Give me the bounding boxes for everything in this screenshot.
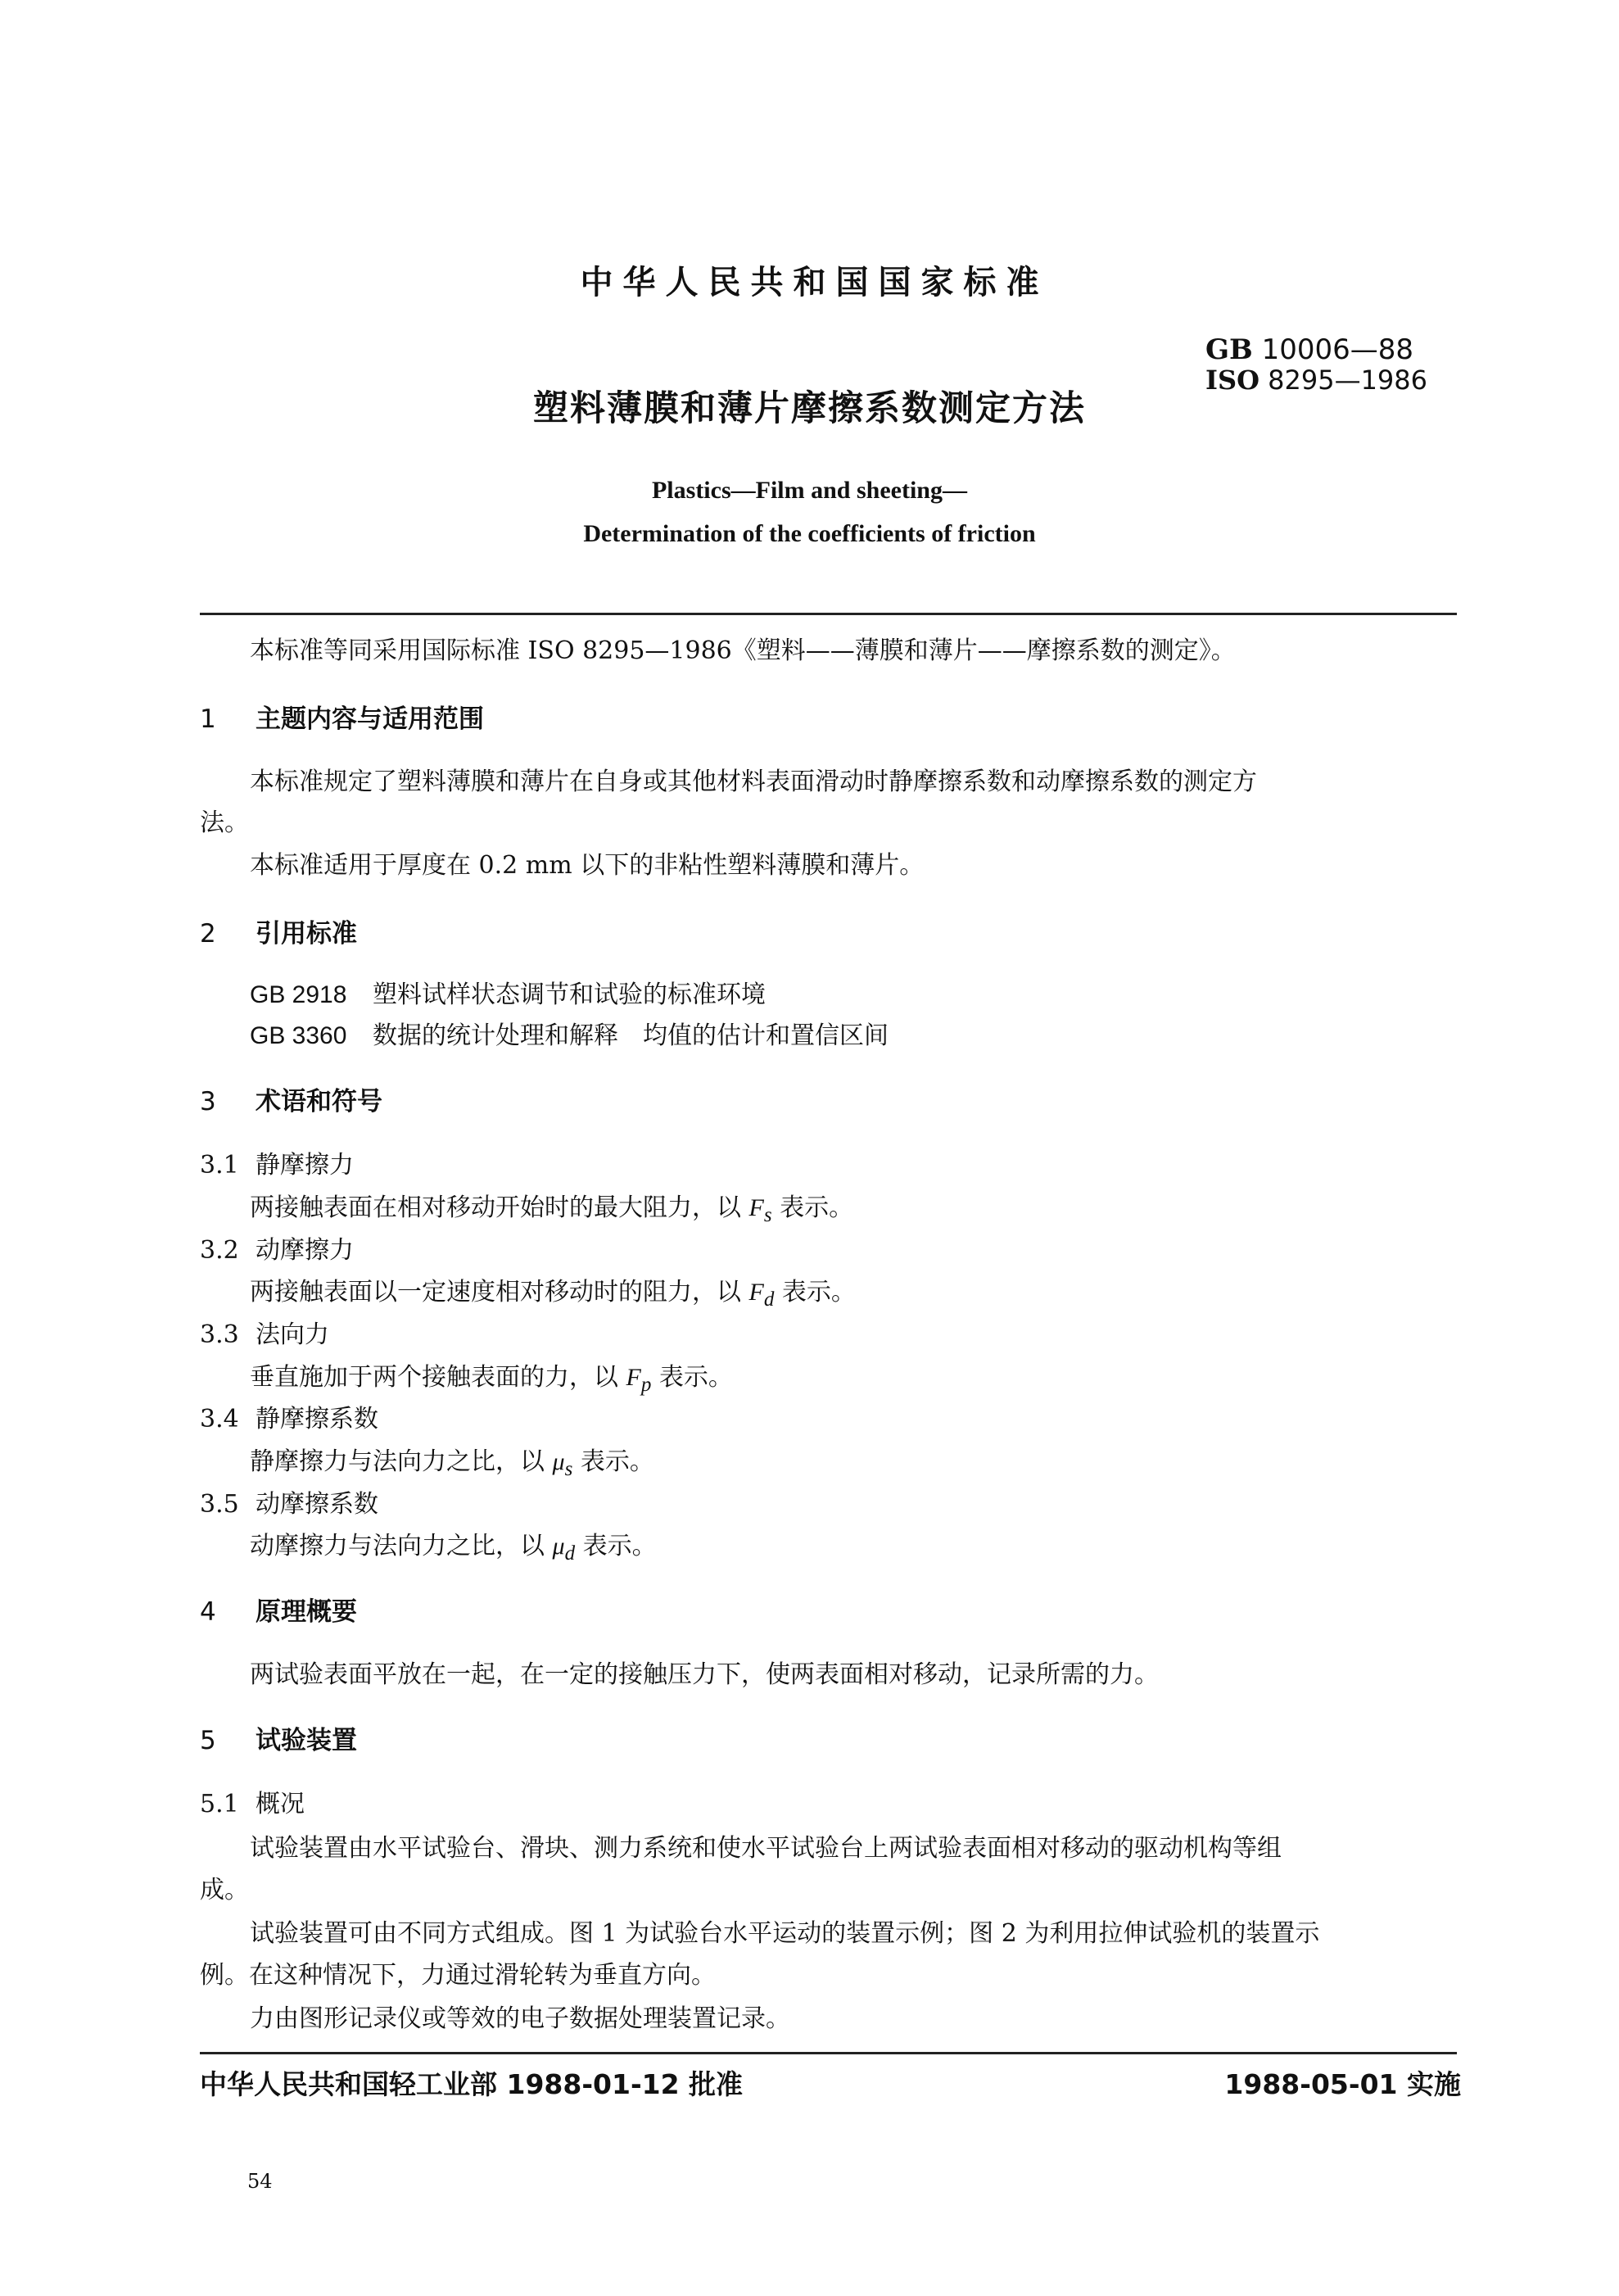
symbol: F <box>748 1194 764 1221</box>
term-definition <box>250 1365 733 1395</box>
term-definition <box>250 1447 654 1480</box>
symbol: F <box>748 1279 764 1306</box>
definition-text: 两接触表面在相对移动开始时的最大阻力，以 <box>250 1193 749 1222</box>
reference-title: 数据的统计处理和解释 均值的估计和置信区间 <box>373 1021 889 1050</box>
definition-text-end: 表示。 <box>651 1363 733 1392</box>
reference-item <box>250 1021 889 1050</box>
section-number: 2 <box>200 919 216 949</box>
term-heading <box>200 1320 329 1349</box>
section-3-heading <box>200 1089 382 1115</box>
gb-number-value: 10006—88 <box>1261 333 1414 366</box>
intro-paragraph: 本标准等同采用国际标准 ISO 8295—1986《塑料——薄膜和薄片——摩擦系数的测定》。 <box>250 636 1236 665</box>
section-number: 5 <box>200 1726 216 1755</box>
term-name: 动摩擦力 <box>256 1236 354 1265</box>
term-definition <box>250 1534 657 1564</box>
document-title-en-line2: Determination of the coefficients of friction <box>583 520 1036 547</box>
section-1-paragraph-1: 本标准规定了塑料薄膜和薄片在自身或其他材料表面滑动时静摩擦系数和动摩擦系数的测定方 <box>250 768 1257 796</box>
definition-text: 垂直施加于两个接触表面的力，以 <box>250 1363 626 1392</box>
definition-text-end: 表示。 <box>774 1278 856 1307</box>
document-title-zh: 塑料薄膜和薄片摩擦系数测定方法 <box>533 388 1086 429</box>
footer-rule <box>200 2052 1457 2054</box>
national-standard-heading: 中华人民共和国国家标准 <box>580 264 1049 301</box>
symbol-subscript: d <box>763 1288 775 1311</box>
definition-text-end: 表示。 <box>575 1532 657 1560</box>
section-5-paragraph-1: 试验装置由水平试验台、滑块、测力系统和使水平试验台上两试验表面相对移动的驱动机构等组 <box>250 1834 1282 1863</box>
section-4-heading <box>200 1597 357 1627</box>
page-number: 54 <box>247 2170 273 2193</box>
term-number: 3.2 <box>200 1236 239 1265</box>
term-number: 3.4 <box>200 1405 239 1433</box>
approval-statement: 中华人民共和国轻工业部 1988-01-12 批准 <box>200 2068 744 2100</box>
term-number: 3.1 <box>200 1151 239 1180</box>
symbol-subscript: d <box>564 1542 576 1565</box>
gb-prefix: GB <box>1205 333 1253 366</box>
definition-text: 动摩擦力与法向力之比，以 <box>250 1532 553 1560</box>
iso-number-value: 8295—1986 <box>1268 365 1427 396</box>
section-number: 1 <box>200 704 216 734</box>
definition-text-end: 表示。 <box>771 1193 854 1222</box>
section-title: 原理概要 <box>256 1597 357 1627</box>
term-definition <box>250 1280 856 1310</box>
definition-text: 两接触表面以一定速度相对移动时的阻力，以 <box>250 1278 749 1307</box>
section-5-paragraph-3: 力由图形记录仪或等效的电子数据处理装置记录。 <box>250 2004 790 2033</box>
section-5-paragraph-1-cont: 成。 <box>200 1876 249 1904</box>
iso-number <box>1205 365 1427 396</box>
subsection-5-1-heading <box>200 1792 305 1817</box>
term-number: 3.5 <box>200 1490 239 1519</box>
section-4-paragraph: 两试验表面平放在一起，在一定的接触压力下，使两表面相对移动，记录所需的力。 <box>250 1660 1159 1689</box>
section-title: 主题内容与适用范围 <box>256 704 484 734</box>
section-1-paragraph-2: 本标准适用于厚度在 0.2 mm 以下的非粘性塑料薄膜和薄片。 <box>250 851 925 880</box>
subsection-title: 概况 <box>256 1790 305 1818</box>
symbol: μ <box>552 1448 565 1475</box>
effective-date: 1988-05-01 实施 <box>1224 2068 1461 2100</box>
reference-code: GB 2918 <box>250 981 347 1008</box>
header-rule <box>200 613 1457 615</box>
reference-title: 塑料试样状态调节和试验的标准环境 <box>373 980 766 1009</box>
iso-prefix: ISO <box>1205 365 1259 396</box>
section-2-heading <box>200 919 357 949</box>
symbol-subscript: p <box>640 1374 652 1396</box>
reference-code: GB 3360 <box>250 1022 347 1049</box>
definition-text: 静摩擦力与法向力之比，以 <box>250 1447 553 1476</box>
symbol-subscript: s <box>564 1458 573 1480</box>
term-name: 静摩擦力 <box>256 1151 354 1180</box>
section-title: 试验装置 <box>256 1726 357 1755</box>
standard-number-block <box>1205 333 1427 396</box>
section-5-paragraph-2-cont: 例。在这种情况下，力通过滑轮转为垂直方向。 <box>200 1961 716 1990</box>
symbol-subscript: s <box>763 1204 772 1226</box>
section-title: 引用标准 <box>256 919 357 949</box>
document-title-en-line1: Plastics—Film and sheeting— <box>651 477 967 504</box>
section-1-paragraph-1-cont: 法。 <box>200 808 249 837</box>
term-heading <box>200 1407 378 1432</box>
term-definition <box>250 1193 854 1226</box>
term-heading <box>200 1236 354 1265</box>
section-number: 4 <box>200 1597 216 1627</box>
section-title: 术语和符号 <box>256 1087 382 1116</box>
section-5-heading <box>200 1728 357 1754</box>
definition-text-end: 表示。 <box>572 1447 654 1476</box>
term-name: 静摩擦系数 <box>256 1405 378 1433</box>
term-heading <box>200 1492 378 1517</box>
section-1-heading <box>200 704 484 734</box>
symbol: F <box>626 1364 641 1391</box>
reference-item <box>250 980 766 1009</box>
symbol: μ <box>552 1533 565 1560</box>
term-name: 动摩擦系数 <box>256 1490 378 1519</box>
section-5-paragraph-2: 试验装置可由不同方式组成。图 1 为试验台水平运动的装置示例；图 2 为利用拉伸试验机的装置示 <box>250 1919 1320 1948</box>
term-number: 3.3 <box>200 1320 239 1349</box>
section-number: 3 <box>200 1087 216 1116</box>
gb-number <box>1205 333 1427 366</box>
subsection-number: 5.1 <box>200 1790 239 1818</box>
term-name: 法向力 <box>256 1320 329 1349</box>
term-heading <box>200 1153 354 1178</box>
